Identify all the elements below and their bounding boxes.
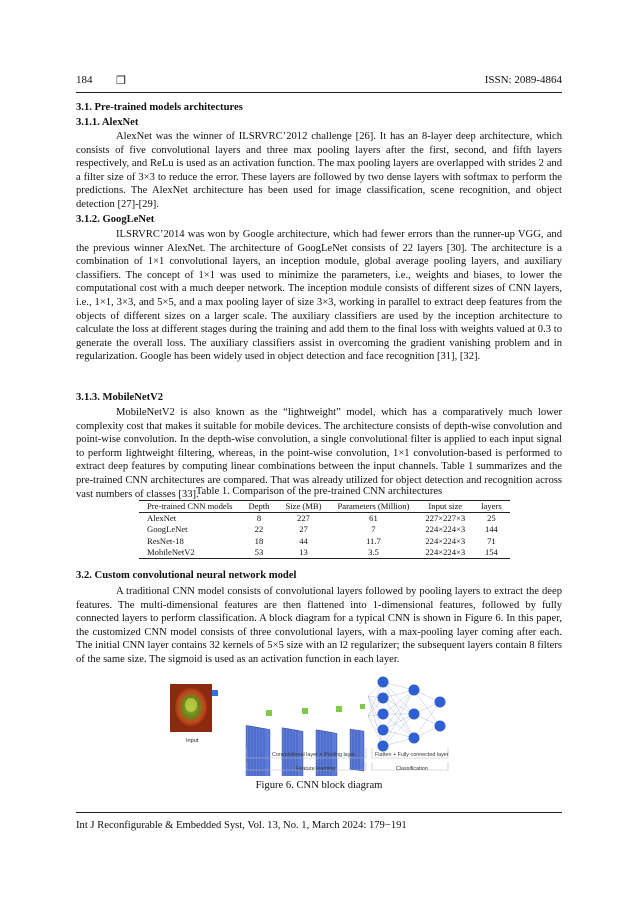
table-cell: 13 [299, 546, 308, 557]
figure-caption: Figure 6. CNN block diagram [255, 780, 383, 791]
googlenet-paragraph [76, 228, 562, 364]
pool-marker-4 [360, 704, 365, 709]
table-cell: 61 [369, 513, 378, 524]
table-cell: 224×224×3 [425, 535, 466, 546]
table-cell: 224×224×3 [425, 546, 466, 557]
journal-footer: Int J Reconfigurable & Embedded Syst, Vol. 13, No. 1, March 2024: 179−191 [76, 820, 407, 831]
footer-rule [76, 812, 562, 813]
section-3-1-1-title: 3.1.1. AlexNet [76, 117, 139, 128]
table-cell: 227×227×3 [425, 513, 466, 524]
issn: ISSN: 2089-4864 [484, 74, 562, 86]
page-number: 184 [76, 74, 93, 86]
table-cell: 25 [487, 513, 496, 524]
table-cell: AlexNet [147, 513, 177, 524]
flatten-block [350, 729, 364, 771]
input-label: Input [186, 738, 199, 744]
table-caption: Table 1. Comparison of the pre-trained CNN architectures [195, 486, 443, 497]
table-cell: 53 [254, 546, 264, 557]
table-cell: 224×224×3 [425, 524, 466, 535]
table-cell: 44 [299, 535, 308, 546]
table-row [139, 536, 510, 547]
section-3-1-3-title: 3.1.3. MobileNetV2 [76, 392, 164, 403]
table-header-cell: Size (MB) [285, 501, 322, 511]
pool-marker-3 [336, 706, 342, 712]
table-cell: 8 [256, 513, 262, 524]
mobilenet-text: MobileNetV2 is also known as the “lightweight” model, which has a comparatively much lower complexity cost that makes it suitable for mobile devices. The architecture consists of depth-wise convolution and point-wise convolution. In the depth-wise convolution, a single convolutional filter is applied to each input signal to perform lightweight filtering, whereas, in the point-wise convolution, 1×1 convolution-based is performed to extract deep features by computing linear combinations between the input channels. Table 1 summarizes and the pre-trained CNN architectures are compared. That was already utilized for object detection and recognition across vast numbers of classes [33]. [76, 407, 562, 500]
table-cell: MobileNetV2 [147, 546, 195, 557]
googlenet-text: ILSRVRC’2014 was won by Google architecture, which had fewer errors than the runner-up VGG, and the previous winner AlexNet. The architecture of GoogLeNet consists of 22 layers [30]. The architecture is a combination of 1×1 convolutional layers, an inception module, global average pooling layers, and auxiliary classifiers. The concept of 1×1 was used to minimize the parameters, i.e., weights and biases, to lower the computational cost with a much deeper network. The inception module consists of different sizes of CNN layers, i.e., 1×1, 3×3, and 5×5, and a max pooling layer of size 3×3, working in parallel to extract deep features from the objects of different sizes on a larger scale. The auxiliary classifiers are used by the inception architecture to calculate the loss at different stages during the training and add them to the final loss with weights valued at 0.3 to generate the overall loss. The auxiliary classifiers assist in overcoming the gradient vanishing problem and in regularization. Google has been widely used in object detection and face recognition [31], [32]. [76, 229, 562, 363]
table-cell: 18 [254, 535, 264, 546]
header-rule [76, 92, 562, 93]
table-row [139, 524, 510, 535]
table-cell: 71 [487, 535, 496, 546]
cnn-block-diagram [0, 676, 638, 776]
input-brain-image [170, 684, 218, 732]
conv-pool-label: Convolutional layer + Pooling layer [272, 752, 356, 758]
table-cell: 227 [297, 513, 310, 524]
table-cell: GoogLeNet [147, 524, 188, 535]
dense-neurons [378, 677, 446, 752]
table-row [139, 513, 510, 525]
table-header-cell: layers [481, 501, 502, 511]
table-header-cell: Pre-trained CNN models [147, 501, 233, 511]
table-cell: 7 [371, 524, 376, 535]
table-cell: 11.7 [366, 535, 381, 546]
table-cell: ResNet-18 [147, 535, 184, 546]
checkbox-icon: ❐ [116, 75, 126, 87]
section-3-2-title: 3.2. Custom convolutional neural network model [76, 570, 297, 581]
table-cell: 144 [484, 524, 498, 535]
feature-learning-label: Feature learning [296, 766, 336, 772]
fc-label: Flatten + Fully connected layer [375, 752, 449, 758]
table-header-cell: Depth [248, 501, 270, 511]
pool-marker-2 [302, 708, 308, 714]
custom-cnn-paragraph [76, 585, 562, 667]
table-header-row [139, 501, 510, 513]
table-header-cell: Input size [428, 501, 463, 511]
table-cell: 22 [254, 524, 264, 535]
section-3-1-title: 3.1. Pre-trained models architectures [76, 102, 243, 113]
classification-label: Classification [396, 766, 428, 772]
conv-block-1 [246, 725, 270, 776]
pool-marker-1 [266, 710, 272, 716]
comparison-table [139, 500, 510, 559]
alexnet-paragraph [76, 130, 562, 212]
table-header-cell: Parameters (Million) [337, 501, 410, 511]
section-3-1-2-title: 3.1.2. GoogLeNet [76, 214, 155, 225]
custom-cnn-text: A traditional CNN model consists of convolutional layers followed by pooling layers to extract the deep features. The multi-dimensional features are then flattened into 1-dimensional features, followed by fully connected layers to perform classification. A block diagram for a typical CNN is shown in Figure 6. In this paper, the customized CNN model consists of three convolutional layers, with a max-pooling layer coming after each. The initial CNN layer contains 32 kernels of 5×5 size with an l2 regularizer; the subsequent layers contain 8 filters of the same size. The sigmoid is used as an activation function in each layer. [76, 586, 562, 665]
table-cell: 3.5 [368, 546, 379, 557]
table-cell: 27 [299, 524, 308, 535]
table-cell: 154 [484, 546, 498, 557]
alexnet-text: AlexNet was the winner of ILSRVRC’2012 challenge [26]. It has an 8-layer deep architecture, which consists of five convolutional layers and three max pooling layers after the first, second, and fifth layers respectively, and ReLu is used as an activation function. The max pooling layers are overlapped with strides 2 and a filter size of 3×3 to reduce the error. These layers are followed by two dense layers with softmax to perform the predictions. The AlexNet architecture has been used for image classification, scene recognition, and object detection [27]-[29]. [76, 131, 562, 210]
table-row [139, 547, 510, 559]
page-header [76, 74, 562, 86]
